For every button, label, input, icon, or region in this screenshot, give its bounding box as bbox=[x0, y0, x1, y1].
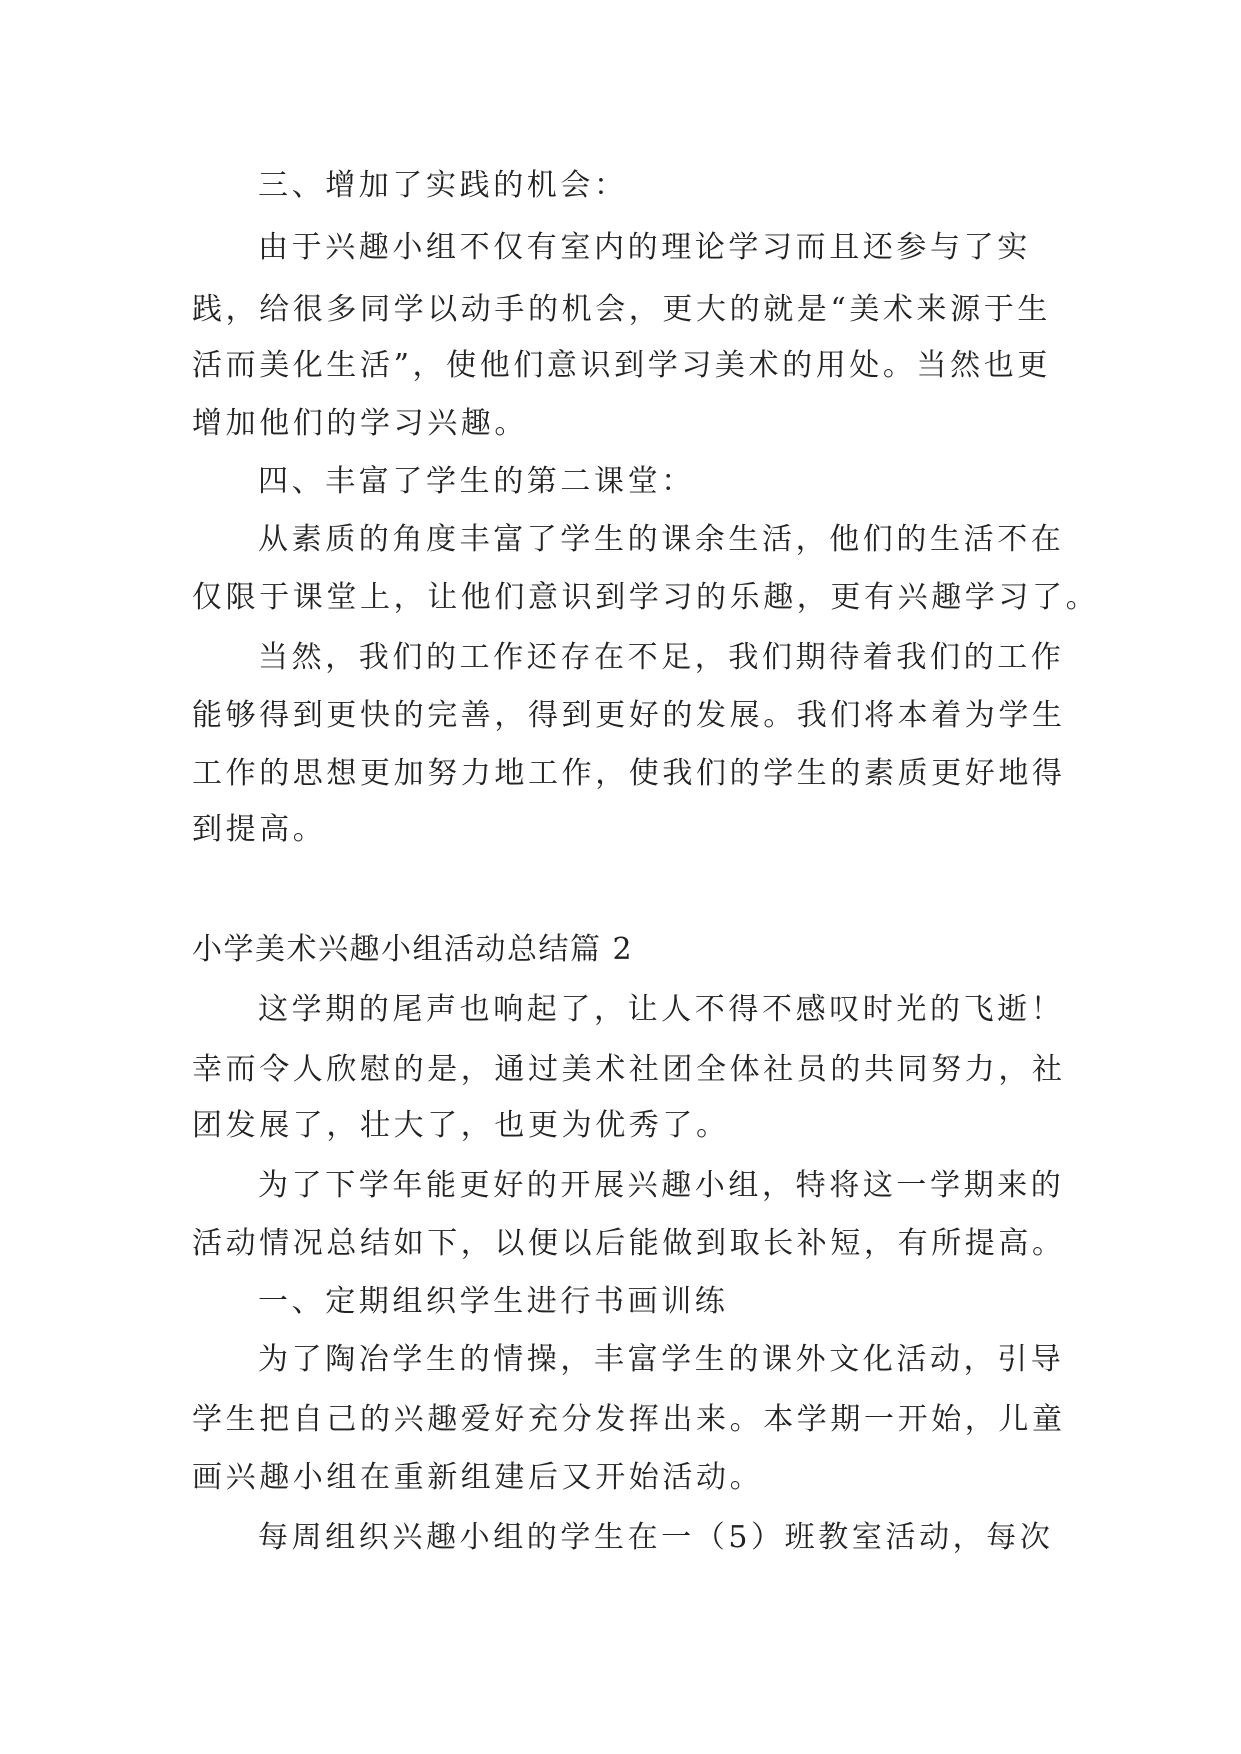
paragraph-line: 幸而令人欣慰的是，通过美术社团全体社员的共同努力，社 bbox=[192, 1052, 1066, 1087]
paragraph-line: 活而美化生活”，使他们意识到学习美术的用处。当然也更 bbox=[192, 348, 1051, 383]
paragraph-line: 画兴趣小组在重新组建后又开始活动。 bbox=[192, 1460, 764, 1495]
section-heading-1: 一、定期组织学生进行书画训练 bbox=[258, 1284, 729, 1319]
paragraph-line: 每周组织兴趣小组的学生在一（5）班教室活动，每次 bbox=[258, 1520, 1054, 1555]
paragraph-line: 践，给很多同学以动手的机会，更大的就是“美术来源于生 bbox=[192, 292, 1051, 327]
paragraph-line: 增加他们的学习兴趣。 bbox=[192, 406, 528, 441]
paragraph-line: 从素质的角度丰富了学生的课余生活，他们的生活不在 bbox=[258, 522, 1065, 557]
paragraph-line: 活动情况总结如下，以便以后能做到取长补短，有所提高。 bbox=[192, 1226, 1066, 1261]
article-title: 小学美术兴趣小组活动总结篇 2 bbox=[192, 932, 634, 967]
paragraph-line: 当然，我们的工作还存在不足，我们期待着我们的工作 bbox=[258, 640, 1065, 675]
paragraph-line: 能够得到更快的完善，得到更好的发展。我们将本着为学生 bbox=[192, 698, 1066, 733]
paragraph-line: 学生把自己的兴趣爱好充分发挥出来。本学期一开始，儿童 bbox=[192, 1402, 1066, 1437]
paragraph-line: 由于兴趣小组不仅有室内的理论学习而且还参与了实 bbox=[258, 230, 1031, 265]
paragraph-line: 团发展了，壮大了，也更为优秀了。 bbox=[192, 1108, 730, 1143]
paragraph-line: 工作的思想更加努力地工作，使我们的学生的素质更好地得 bbox=[192, 756, 1066, 791]
paragraph-line: 到提高。 bbox=[192, 812, 327, 847]
section-heading-4: 四、丰富了学生的第二课堂： bbox=[258, 464, 695, 499]
paragraph-line: 为了下学年能更好的开展兴趣小组，特将这一学期来的 bbox=[258, 1168, 1065, 1203]
section-heading-3: 三、增加了实践的机会： bbox=[258, 168, 628, 203]
paragraph-line: 为了陶冶学生的情操，丰富学生的课外文化活动，引导 bbox=[258, 1342, 1065, 1377]
paragraph-line: 仅限于课堂上，让他们意识到学习的乐趣，更有兴趣学习了。 bbox=[192, 580, 1100, 615]
paragraph-line: 这学期的尾声也响起了，让人不得不感叹时光的飞逝！ bbox=[258, 992, 1065, 1027]
